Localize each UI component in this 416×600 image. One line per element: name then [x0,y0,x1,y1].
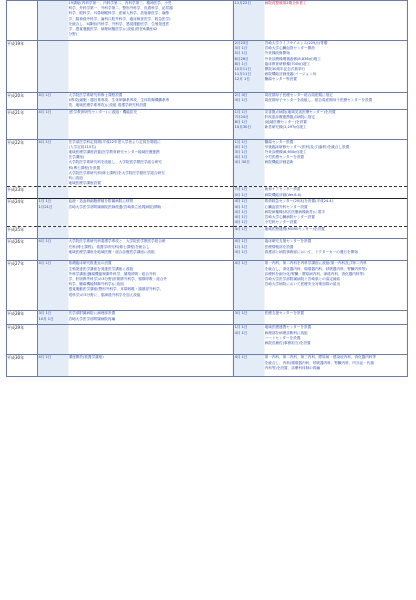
era-cell: 平成30年 [7,355,38,377]
event-date: 3月 1日 [234,46,248,51]
event-date: 4月 1日 [38,139,52,144]
history-row [7,109,408,139]
event-text: 科学、眼科学、耳鼻咽喉科学、産婦人科学、放射線医学、麻酔 [68,11,170,16]
event-date: 4月 1日 [234,261,248,266]
event-date: 7月24日 [234,114,249,119]
event-text: を統合し、内科(循環器内科、呼吸器内科、腎臓内科、内分泌・代謝 [264,360,374,365]
hospital-events-cell [233,311,407,325]
era-cell: 平成21年 [7,109,38,139]
event-date: 4月 1日 [234,199,248,204]
event-text: 大学院医学系研究科修士課程設置 [68,93,123,97]
event-line [38,103,233,108]
event-text: 外来診療棟増築改修(8,836㎡)竣工 [264,56,321,61]
era-cell: 平成20年 [7,93,38,110]
era-cell: 平成22年 [7,139,38,187]
event-date [38,103,69,108]
event-date: 4月 1日 [234,144,248,149]
era-cell: 平成23年 [7,187,38,199]
hospital-events-cell [233,227,407,239]
event-text: 宮崎大学心臓病院センター設置 [264,215,315,220]
event-text: 地域医療連携センターを設置 [264,325,312,330]
event-line [234,193,407,198]
event-text: 新営研究棟(1,297㎡)竣工 [264,125,307,130]
hospital-events-cell [233,139,407,187]
event-text: 病院機能評価受審(バージョン5) [264,72,317,77]
event-text: 科(博士課程)を設置 [68,165,101,170]
event-text: 腫瘍センター設置 [264,139,294,144]
history-row [7,311,408,325]
event-line [234,98,407,103]
event-line [38,355,233,360]
event-text: 内科等)を設置、診療科体制の再編 [264,365,320,370]
event-text: 救命救急センター(20床)を設置(平成24.4) [264,199,333,204]
event-text: 宮崎大学心臓血管センター開設 [264,46,315,51]
event-text: を統合し、消化器内科、循環器内科、呼吸器内科、腎臓内科等) [264,266,367,271]
event-line [38,205,233,210]
event-date [234,282,265,287]
event-date: 3月 1日 [38,311,52,316]
event-text: 外科学講座(腫瘍機能制御外科学、循環呼吸・総合外科 [68,271,157,276]
event-text: 血液・造血幹細胞移植を附属病院に移管 [68,199,134,204]
event-date: 1月21日 [38,204,53,209]
event-text: 学、肝胆膵外科学)の3分野(肝胆膵外科学、循環呼吸・総合外 [68,277,168,282]
event-date: 1月 1日 [38,199,52,204]
event-text: 眼科学)の3分野に、脳神経外科学を加え改組 [68,292,141,297]
hospital-events-cell [233,93,407,110]
event-line [234,311,407,316]
event-text: 第一内科、第二内科、第三内科、膠原病・感染症内科、消化器内科等 [264,355,377,360]
event-text: 病院長補佐(事務担当)を設置 [264,341,311,346]
event-text: 生殖発達医学講座を発達医学講座に改組 [68,266,134,271]
event-date: 10月 1日 [38,316,54,321]
event-line [234,366,407,371]
event-text: 医学部附属病院に病理部設置 [68,311,116,316]
history-row [7,187,408,199]
event-line [38,181,233,186]
history-row [7,93,408,110]
era-cell: 平成25年 [7,227,38,239]
event-date: 4月 1日 [234,155,248,160]
event-line [234,341,407,346]
event-text: 医学部医学科定員増(平成22年度入学者より定員を増員に [68,139,161,144]
event-date: 1月 1日 [234,325,248,330]
event-text: 災害拠点病院(地域災害医療センター)を設置 [264,109,336,114]
era-cell: 平成27年 [7,261,38,311]
event-text: 究科(博士課程)、看護学研究科(修士課程)を統合し [68,244,150,249]
event-text: (地域医療センター)を設置 [264,120,307,125]
event-text: 医学講座) [68,155,85,160]
era-cell: 平成29年 [7,325,38,355]
event-date: 4月 1日 [234,227,248,232]
event-text: 病理部を病理診断科に改組 [264,330,308,335]
faculty-events-cell [37,187,233,199]
event-text: 診療科を細分化(腎臓・膠原病内科、神経内科、消化器内科等) [264,271,365,276]
event-text: 医療情報部を設置 [264,244,294,249]
event-line [38,317,233,322]
event-date [234,366,265,371]
era-cell: 平成19年 [7,41,38,93]
era-cell: 平成28年 [7,311,38,325]
event-text: 宮崎大学病院において医療安全対策加算の届出 [264,282,341,287]
event-text: 地域医療学講座設置(医学教育研究センター地域医療連携 [68,150,160,155]
event-line [38,110,233,115]
event-text: 分野) [68,32,78,37]
event-text: 臨床研究支援センターを設置 [264,239,312,244]
event-text: 学、脳神経外科学、歯科口腔外科学、臨床検査医学、救急医学) [68,16,171,21]
event-line [38,293,233,298]
event-line [234,125,407,130]
hospital-events-cell [233,1,407,41]
history-table [6,0,408,377]
event-text: 大学院医学系研究科看護学専攻と、大学院医学獣医学総合研 [68,239,166,244]
event-date: 1月 1日 [234,139,248,144]
faculty-events-cell [37,41,233,93]
faculty-events-cell [37,227,233,239]
event-text: 19講座(内科学第一、内科学第二、内科学第三、精神医学、小児 [68,1,172,5]
event-text: 外来診療棟(8,650㎡)竣工 [264,150,307,155]
event-text: 肝疾患診療連携拠点病院に指定 [264,114,315,119]
event-date: 4月 1日 [38,239,52,244]
event-text: 攻、地域医療学系専攻)に改組 看護学研究科設置 [68,103,147,108]
event-text: 感覚運動医学講座(整形外科学、耳鼻咽喉・頭頸部外科学、 [68,287,164,292]
event-date: 4月 1日 [234,330,248,335]
event-text: 病院病棟棟(高次医療病棟新営)に着手 [264,209,325,214]
hospital-events-cell [233,239,407,261]
faculty-events-cell [37,93,233,110]
event-date: 3月 1日 [234,311,248,316]
event-text: 講座開設(看護学講座) [68,355,104,360]
history-row [7,239,408,261]
event-date: 2月 4日 [234,93,248,97]
event-date: 11月11日 [234,72,251,77]
event-date: 4月 1日 [38,109,52,114]
history-row [7,199,408,227]
event-text: ハートセンターを設置 [264,335,301,340]
event-text: (医学教育研究センター) に改組・機能拡充 [68,109,137,114]
event-line [234,160,407,165]
faculty-events-cell [37,1,233,41]
event-line [234,227,407,232]
event-date: 1月 1日 [234,109,248,114]
event-text: 第一内科、第二内科を内科学講座に改組(第一内科及び第二内科 [264,261,367,266]
history-row [7,1,408,41]
history-row [7,325,408,355]
event-date: 4月 1日 [234,192,248,197]
era-cell: 平成24年 [7,199,38,227]
event-text: 大学院医学系研究科を改組し、大学院医学獣医学総合研究 [68,160,162,165]
event-text: 地域医療学講座設置 [68,181,101,186]
event-date [38,181,69,186]
faculty-events-cell [37,199,233,227]
event-date: 8月 1日 [234,61,248,66]
event-line [234,220,407,225]
event-text: 病院機能評価(Ver.6.0) [264,192,302,197]
event-date: 8月 1日 [234,120,248,125]
history-row [7,227,408,239]
faculty-events-cell [37,139,233,187]
event-text: 病院再整備第2期全体着工 [264,1,307,5]
hospital-events-cell [233,355,407,377]
history-row [7,261,408,311]
event-text: 宮崎大学医学部附属病院と宮崎県との協定締結 [264,277,341,282]
event-date: 4月 1日 [234,249,248,254]
event-text: 開院30周年記念式典挙行 [264,67,306,72]
event-text: (入学定員110名) [68,144,97,149]
event-date: 4月 1日 [234,209,248,214]
event-line [38,32,233,37]
event-text: 宮崎大学医学部附属病院医師派遣(宮崎県立延岡病院)開始 [68,204,162,209]
event-date: 4月 1日 [38,93,52,97]
event-line [234,1,407,6]
event-text: 外来棟改修開始 [264,51,290,56]
history-row [7,139,408,187]
faculty-events-cell [37,239,233,261]
event-text: 大学院医学系研究科(修士課程)を大学院医学獣医学総合研究 [68,170,165,175]
event-date: 10月30日 [234,125,251,130]
event-date: 4月 1日 [234,355,248,360]
history-row [7,41,408,93]
event-date: 11月22日 [234,1,251,5]
event-text: 周産期母子医療センター総合周産期に指定 [264,93,333,97]
faculty-events-cell [37,311,233,325]
event-date [38,32,69,37]
event-date: 7月 1日 [234,187,248,192]
event-text: 医療支援センターを設置 [264,311,305,316]
event-text: 地域医療学講座を地域医療・総合診療医学講座に改組 [68,249,155,254]
event-date: 4月 1日 [234,98,248,103]
event-date: 10月11日 [234,67,251,72]
event-text: 卒後臨床研修センター(医科)及び(歯科)を統合し設置 [264,144,350,149]
faculty-events-cell [37,109,233,139]
hospital-events-cell [233,187,407,199]
event-text: 臨床教育研修棟(700㎡)竣工 [264,61,311,66]
event-text: 科に改組 [68,176,83,181]
event-date: 4月 1日 [234,215,248,220]
event-date: 4月 30日 [234,160,250,165]
event-text: 宮崎大学ライフサイエンス(225点)寄贈 [264,41,328,45]
event-line [234,77,407,82]
faculty-events-cell [37,261,233,311]
event-text: 科学、外科学第一、外科学第二、整形外科学、皮膚科学、泌尿器 [68,6,173,11]
hospital-events-cell [233,261,407,311]
hospital-events-cell [233,41,407,93]
faculty-events-cell [37,325,233,355]
event-text: 地域医療連携(MGRSセンター)を設置 [264,227,325,232]
event-date: 4月 1日 [234,220,248,225]
event-date [38,250,69,255]
event-date: 4月 1日 [38,355,52,360]
event-text: 宮崎大学医学部附属病院再編 [68,316,116,321]
era-cell: 平成26年 [7,239,38,261]
history-row [7,355,408,377]
faculty-events-cell [37,355,233,377]
event-date: 3月 1日 [234,150,248,155]
event-text: 小児科センター設置 [264,220,297,225]
event-line [234,282,407,287]
event-date: 4月 1日 [234,204,248,209]
event-text: 看護部と病院事務部において、ドクターカーの運行を開始 [264,249,358,254]
event-text: 基礎臨床研究推進室の設置 [68,261,112,266]
event-text: を統合し、4講座(内科学、外科学、感覚運動医学、生殖発達医 [68,21,170,26]
event-text: 腫瘍センター等設置 [264,77,297,82]
event-text: 科学、腫瘍機能制御外科学)に改組 [68,282,124,287]
event-text: 4専攻(細胞・器官系専攻、生体制御系専攻、生体防御機構系専 [68,98,170,103]
hospital-events-cell [233,199,407,227]
event-line [234,250,407,255]
event-date [38,293,69,298]
event-date: 4月 1日 [234,239,248,244]
event-date [234,341,265,346]
event-date: 4月 1日 [38,261,52,266]
event-text: 病院機能評価更新 [264,160,294,165]
event-date: 12月 1日 [234,77,250,82]
event-line [38,250,233,255]
event-text: 学、感覚運動医学、病理病態医学)に改組(併任6講座42 [68,27,158,32]
event-text: 小児医療センターを設置 [264,155,305,160]
event-text: 緩和ケアセンター設置 [264,187,301,192]
event-date: 5月 1日 [234,51,248,56]
event-text: 心臓血管外科センター設置 [264,204,308,209]
hospital-events-cell [233,109,407,139]
event-date: 2月23日 [234,41,249,45]
hospital-events-cell [233,325,407,355]
event-text: 周産期母子センターを改組し、総合周産期母子医療センターを設置 [264,98,373,103]
era-cell [7,1,38,41]
event-date: 1月 1日 [234,244,248,249]
event-date: 6月26日 [234,56,249,61]
